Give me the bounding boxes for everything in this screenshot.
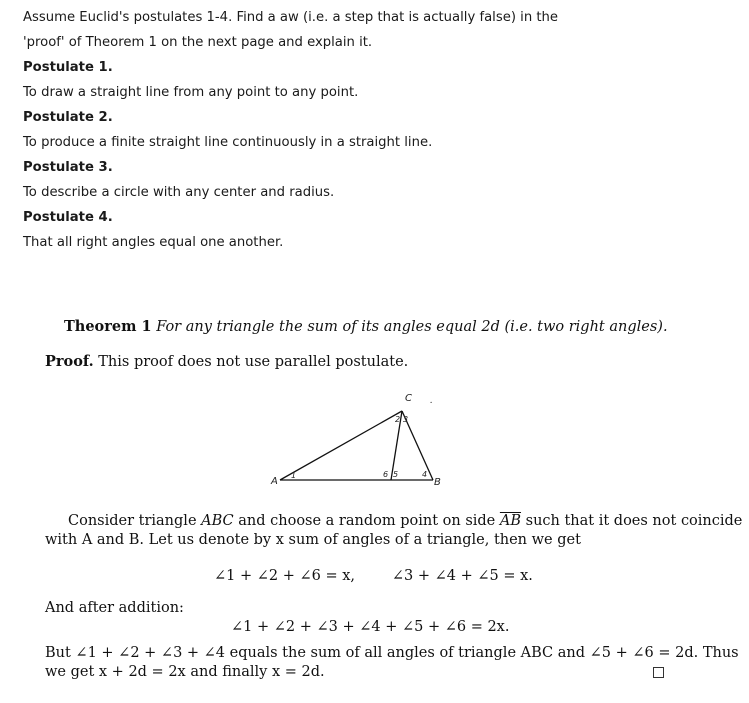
angle-3-label: 3 — [403, 415, 409, 424]
proof-final-line-1: But ∠1 + ∠2 + ∠3 + ∠4 equals the sum of all angles of triangle ABC and ∠5 + ∠6 = 2d. Thus — [45, 645, 739, 661]
addition-text: And after addition: — [45, 600, 184, 616]
qed-square-icon — [653, 667, 664, 678]
para1-text-c: such that it does not coincide — [521, 513, 743, 529]
qed-box — [653, 666, 664, 682]
postulate-1-title: Postulate 1. — [23, 60, 113, 75]
theorem-statement: For any triangle the sum of its angles equal 2d (i.e. two right angles). — [156, 319, 668, 335]
proof-intro-line — [45, 353, 408, 370]
postulate-4-title: Postulate 4. — [23, 210, 113, 225]
equation-2: ∠1 + ∠2 + ∠3 + ∠4 + ∠5 + ∠6 = 2x. — [231, 619, 510, 635]
vertex-c-label: C — [405, 393, 412, 404]
proof-label: Proof. — [45, 353, 94, 370]
para1-segment-name: $\overline{AB}$ — [499, 513, 522, 529]
stray-dot: . — [430, 396, 433, 406]
angle-1-label: 1 — [291, 471, 297, 480]
postulate-2-title: Postulate 2. — [23, 110, 113, 125]
proof-intro: This proof does not use parallel postulate. — [98, 354, 409, 370]
para1-triangle-name: ABC — [201, 513, 234, 529]
theorem-line — [64, 318, 668, 335]
postulate-3-title: Postulate 3. — [23, 160, 113, 175]
postulate-3-text: To describe a circle with any center and radius. — [23, 185, 335, 200]
proof-para-1-line-2: with A and B. Let us denote by x sum of angles of a triangle, then we get — [45, 532, 581, 548]
intro-line-1: Assume Euclid's postulates 1-4. Find a aw (i.e. a step that is actually false) in the — [23, 10, 559, 25]
triangle-figure — [250, 385, 450, 495]
postulate-1-text: To draw a straight line from any point to any point. — [23, 85, 359, 100]
vertex-a-label: A — [271, 476, 278, 487]
intro-line-2: 'proof' of Theorem 1 on the next page and explain it. — [23, 35, 373, 50]
theorem-label: Theorem 1 — [64, 318, 152, 335]
equation-1: ∠1 + ∠2 + ∠6 = x, ∠3 + ∠4 + ∠5 = x. — [214, 568, 533, 584]
postulate-2-text: To produce a finite straight line continuously in a straight line. — [23, 135, 433, 150]
angle-5-label: 5 — [393, 470, 399, 479]
postulate-4-text: That all right angles equal one another. — [23, 235, 284, 250]
angle-2-label: 2 — [395, 415, 401, 424]
angle-6-label: 6 — [383, 470, 389, 479]
proof-final-line-2: we get x + 2d = 2x and finally x = 2d. — [45, 664, 325, 680]
para1-text-b: and choose a random point on side — [233, 513, 500, 529]
angle-4-label: 4 — [422, 470, 428, 479]
vertex-b-label: B — [434, 477, 441, 488]
para1-text-a: Consider triangle — [68, 513, 202, 529]
proof-para-1-line-1 — [68, 513, 742, 529]
